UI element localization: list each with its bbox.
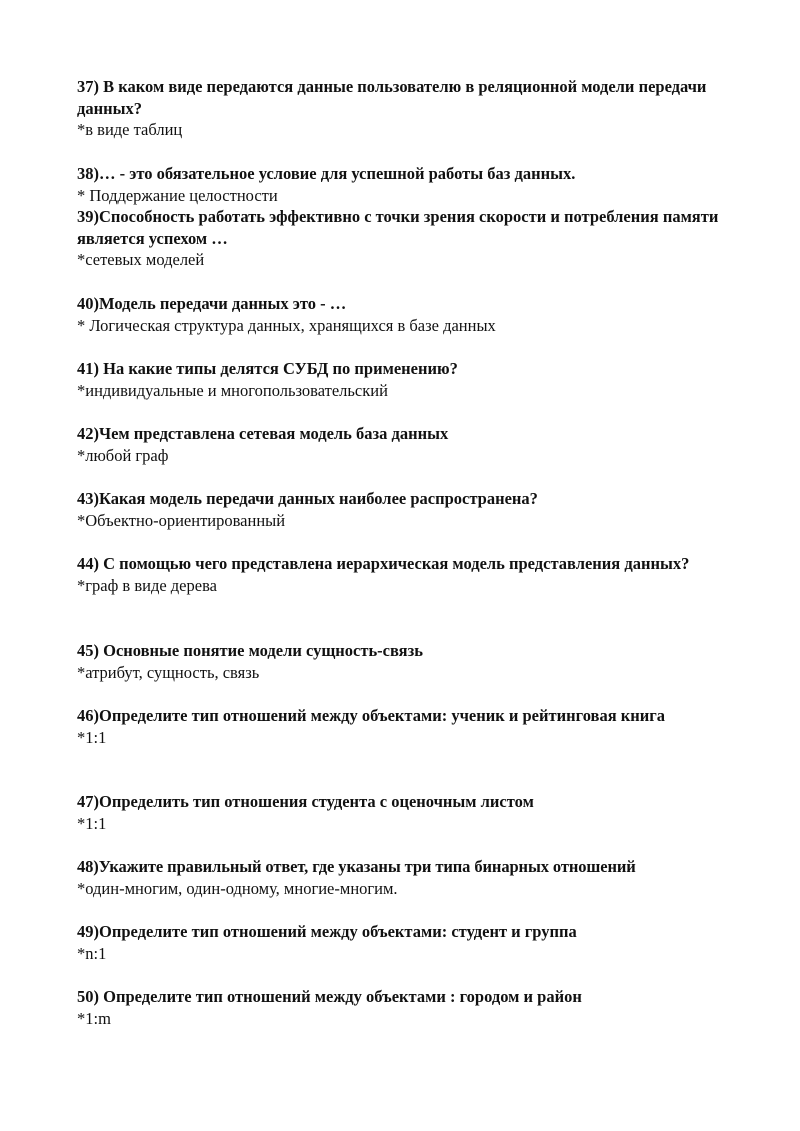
answer-text: *индивидуальные и многопользовательский xyxy=(77,380,388,400)
answer-text: *сетевых моделей xyxy=(77,250,205,269)
question-block-44 xyxy=(77,553,737,596)
question-block-42 xyxy=(77,423,737,466)
answer-text: * Поддержание целостности xyxy=(77,185,278,205)
question-text: 40)Модель передачи данных это - … xyxy=(77,294,347,313)
question-block-41 xyxy=(77,358,737,401)
question-text: 47)Определить тип отношения студента с оценочным листом xyxy=(77,792,534,811)
answer-text: *любой граф xyxy=(77,445,169,465)
answer-text: *граф в виде дерева xyxy=(77,575,217,595)
question-block-45 xyxy=(77,640,737,683)
question-text: 45) Основные понятие модели сущность-связь xyxy=(77,641,423,660)
question-block-50 xyxy=(77,986,737,1029)
question-text: 41) На какие типы делятся СУБД по применению? xyxy=(77,359,458,378)
question-block-43 xyxy=(77,488,737,531)
question-block-38 xyxy=(77,163,737,206)
answer-text: *n:1 xyxy=(77,943,107,963)
question-text: 48)Укажите правильный ответ, где указаны три типа бинарных отношений xyxy=(77,857,636,876)
answer-text: * Логическая структура данных, хранящихся в базе данных xyxy=(77,315,496,335)
question-block-39 xyxy=(77,206,737,271)
question-block-48 xyxy=(77,856,737,899)
answer-text: *атрибут, сущность, связь xyxy=(77,662,260,682)
question-block-46 xyxy=(77,705,737,748)
question-text: 50) Определите тип отношений между объектами : городом и район xyxy=(77,987,582,1006)
answer-text: *один-многим, один-одному, многие-многим. xyxy=(77,878,398,898)
answer-text: *в виде таблиц xyxy=(77,120,183,139)
answer-text: *1:1 xyxy=(77,813,107,833)
question-text: 38)… - это обязательное условие для успешной работы баз данных. xyxy=(77,164,576,183)
question-text: 49)Определите тип отношений между объектами: студент и группа xyxy=(77,922,577,941)
question-text: 43)Какая модель передачи данных наиболее распространена? xyxy=(77,489,538,508)
question-block-37 xyxy=(77,76,737,141)
question-text: 39)Способность работать эффективно с точки зрения скорости и потребления памяти является успехом … xyxy=(77,207,719,248)
question-text: 46)Определите тип отношений между объектами: ученик и рейтинговая книга xyxy=(77,706,666,725)
question-text: 37) В каком виде передаются данные пользователю в реляционной модели передачи данных? xyxy=(77,77,707,118)
question-block-40 xyxy=(77,293,737,336)
question-text: 44) С помощью чего представлена иерархическая модель представления данных? xyxy=(77,554,690,573)
question-block-49 xyxy=(77,921,737,964)
answer-text: *1:1 xyxy=(77,727,107,747)
answer-text: *1:m xyxy=(77,1008,111,1028)
answer-text: *Объектно-ориентированный xyxy=(77,510,286,530)
question-block-47 xyxy=(77,791,737,834)
question-text: 42)Чем представлена сетевая модель база данных xyxy=(77,424,449,443)
